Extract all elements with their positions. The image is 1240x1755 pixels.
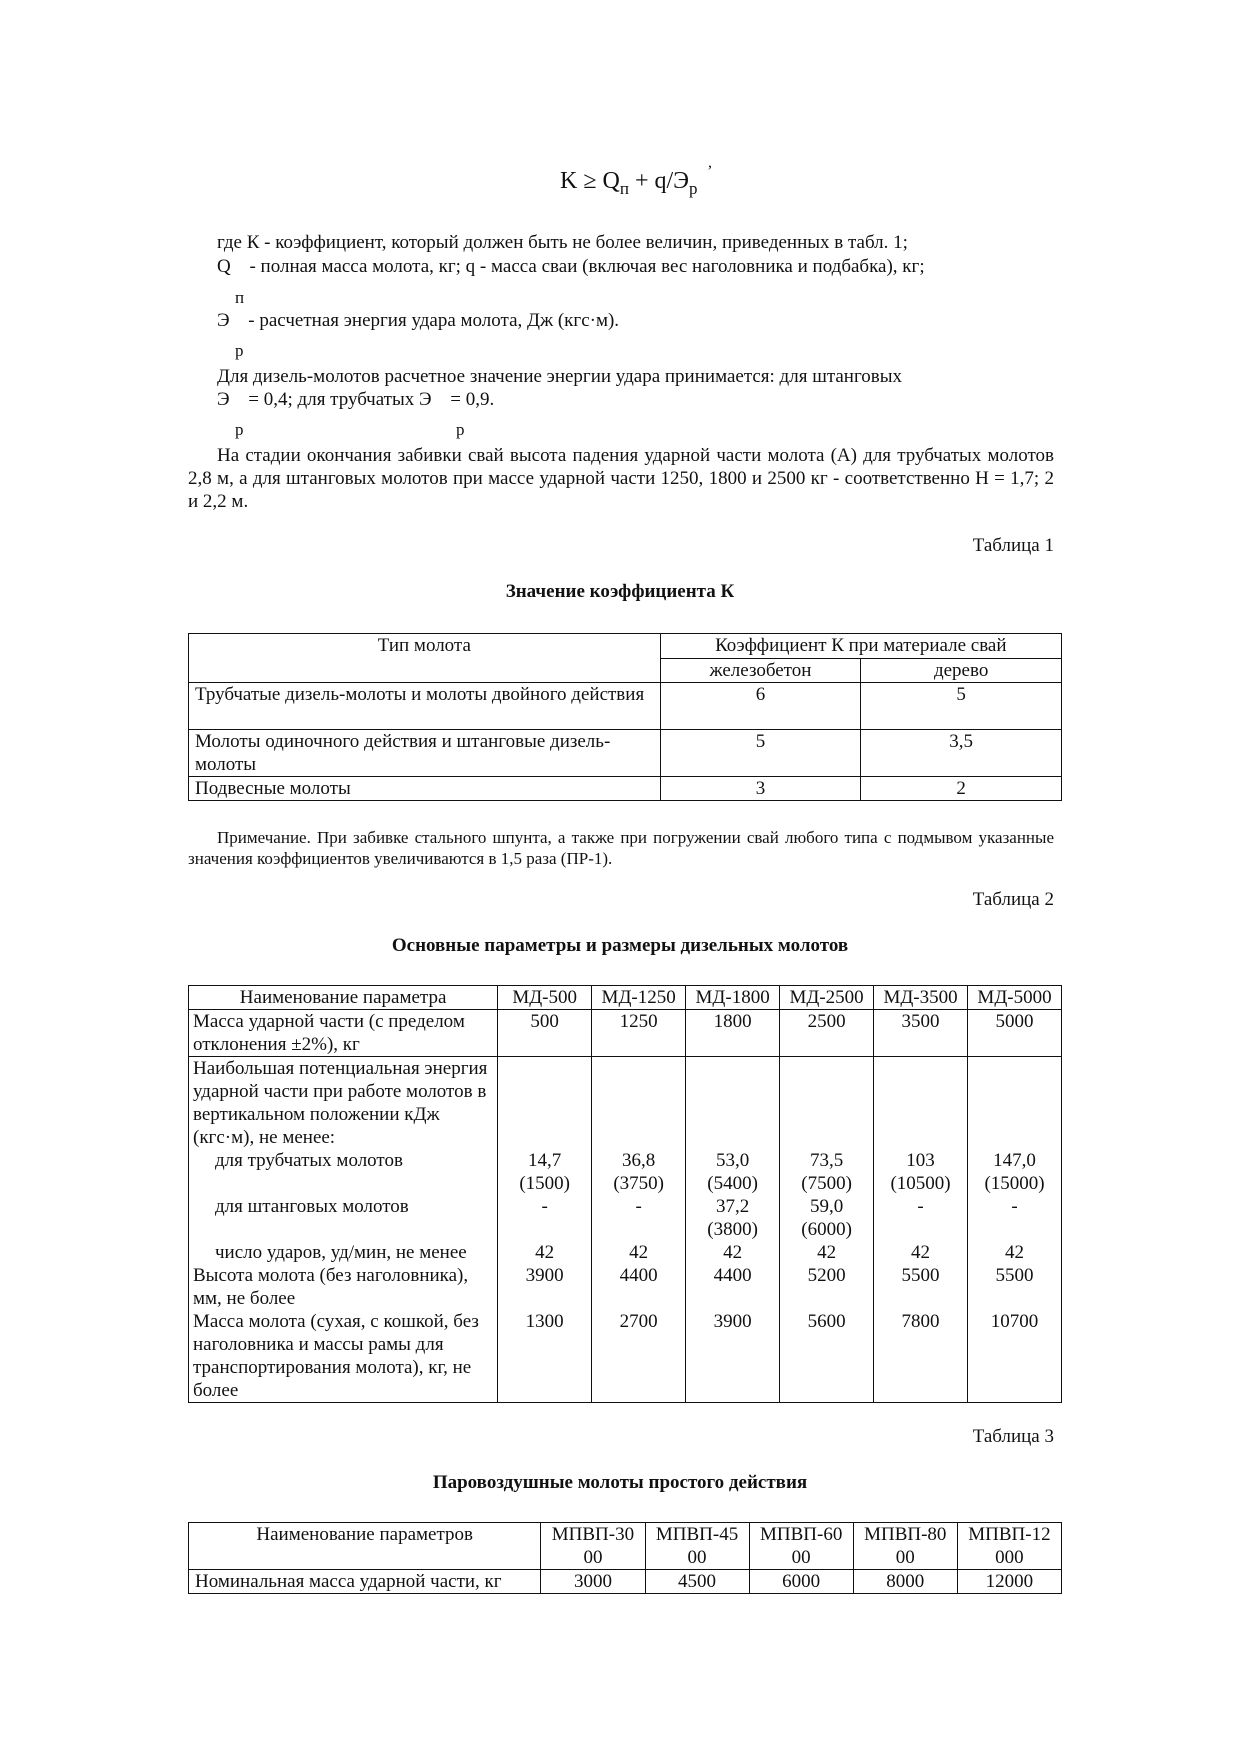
table2-blows-value: 42 <box>498 1241 592 1264</box>
table1-row-3-name: Подвесные молоты <box>189 777 661 801</box>
table2-total-value: 5600 <box>780 1310 874 1403</box>
table2-height-value: 5200 <box>780 1264 874 1310</box>
table1-row-3-rc: 3 <box>660 777 861 801</box>
table2-height-value: 5500 <box>968 1264 1062 1310</box>
table2-rod-label: для штанговых молотов <box>189 1195 498 1241</box>
table3-header-model: МПВП-3000 <box>541 1523 645 1570</box>
table-row <box>189 777 1062 801</box>
table1-row-2-wood: 3,5 <box>861 730 1062 777</box>
table1-row-1-rc: 6 <box>660 683 861 730</box>
table3-mass-value: 3000 <box>541 1570 645 1594</box>
table1-header-type: Тип молота <box>189 634 661 683</box>
table2-header-model: МД-500 <box>498 986 592 1010</box>
table2 <box>188 985 1062 1403</box>
table3-header-model: МПВП-12000 <box>957 1523 1061 1570</box>
table2-empty-cell <box>498 1057 592 1150</box>
table2-height-value: 3900 <box>498 1264 592 1310</box>
table-row <box>189 1195 1062 1241</box>
def-e-text: - расчетная энергия удара молота, Дж (кгс·м). <box>248 310 620 331</box>
table1-caption: Таблица 1 <box>972 535 1054 556</box>
def-line-2 <box>217 256 925 278</box>
table-row <box>189 1010 1062 1057</box>
table3-caption: Таблица 3 <box>972 1426 1054 1447</box>
formula-lhs: K ≥ Q <box>560 168 620 194</box>
table2-total-value: 2700 <box>592 1310 686 1403</box>
table2-tube-label: для трубчатых молотов <box>189 1149 498 1195</box>
def-line-1: где К - коэффициент, который должен быть не более величин, приведенных в табл. 1; <box>217 232 908 253</box>
def-e-tube-text: = 0,9. <box>450 389 495 410</box>
table1-note: Примечание. При забивке стального шпунта, а также при погружении свай любого типа с подмывом указанные значения коэффициентов увеличиваются в 1,5 раза (ПР-1). <box>188 828 1054 868</box>
table3-mass-value: 4500 <box>645 1570 749 1594</box>
table2-blows-label: число ударов, уд/мин, не менее <box>189 1241 498 1264</box>
def-q-subscript: п <box>235 288 245 307</box>
table2-mass-value: 5000 <box>968 1010 1062 1057</box>
table2-rod-value: - <box>874 1195 968 1241</box>
table2-header-model: МД-5000 <box>968 986 1062 1010</box>
table1-row-1-wood: 5 <box>861 683 1062 730</box>
table3 <box>188 1522 1062 1594</box>
table2-energy-label: Наибольшая потенциальная энергия ударной части при работе молотов в вертикальном положении кДж (кгс·м), не менее: <box>189 1057 498 1150</box>
table2-height-value: 4400 <box>686 1264 780 1310</box>
table2-tube-value: 147,0 (15000) <box>968 1149 1062 1195</box>
table2-blows-value: 42 <box>686 1241 780 1264</box>
table1-header-coef: Коэффициент К при материале свай <box>660 634 1061 659</box>
formula-sub-2: р <box>689 179 698 198</box>
table2-total-value: 1300 <box>498 1310 592 1403</box>
formula <box>560 154 712 198</box>
def-q-symbol: Q <box>217 256 231 277</box>
def-rod-subscript: р <box>235 420 244 439</box>
table3-mass-value: 8000 <box>853 1570 957 1594</box>
table2-empty-cell <box>592 1057 686 1150</box>
table2-empty-cell <box>780 1057 874 1150</box>
body-paragraph: На стадии окончания забивки свай высота падения ударной части молота (А) для трубчатых молотов 2,8 м, а для штанговых молотов при массе ударной части 1250, 1800 и 2500 кг - соответственно Н = 1,7; 2 и 2,2 м. <box>188 445 1054 512</box>
def-line-3 <box>217 310 619 332</box>
table2-total-label: Масса молота (сухая, с кошкой, без наголовника и массы рамы для транспортирования молота), кг, не более <box>189 1310 498 1403</box>
table2-empty-cell <box>968 1057 1062 1150</box>
table2-blows-value: 42 <box>968 1241 1062 1264</box>
table2-total-value: 10700 <box>968 1310 1062 1403</box>
table3-mass-value: 12000 <box>957 1570 1061 1594</box>
table2-tube-value: 73,5 (7500) <box>780 1149 874 1195</box>
table2-mass-value: 1800 <box>686 1010 780 1057</box>
formula-mid: + q/Э <box>628 168 689 194</box>
formula-comma: , <box>708 154 712 171</box>
table1-header-wood: дерево <box>861 659 1062 683</box>
table1-header-rc: железобетон <box>660 659 861 683</box>
def-q-text: - полная масса молота, кг; q - масса сваи (включая вес наголовника и подбабка), кг; <box>249 256 925 277</box>
table2-blows-value: 42 <box>592 1241 686 1264</box>
table-row <box>189 730 1062 777</box>
table2-header-model: МД-3500 <box>874 986 968 1010</box>
table1-row-3-wood: 2 <box>861 777 1062 801</box>
def-tube-subscript: р <box>456 420 465 439</box>
table2-blows-value: 42 <box>780 1241 874 1264</box>
table2-header-model: МД-1250 <box>592 986 686 1010</box>
table1 <box>188 633 1062 801</box>
table2-rod-value: - <box>592 1195 686 1241</box>
table2-mass-value: 2500 <box>780 1010 874 1057</box>
table2-mass-value: 500 <box>498 1010 592 1057</box>
table2-header-param: Наименование параметра <box>189 986 498 1010</box>
table2-total-value: 7800 <box>874 1310 968 1403</box>
table2-mass-value: 1250 <box>592 1010 686 1057</box>
table2-height-label: Высота молота (без наголовника), мм, не более <box>189 1264 498 1310</box>
table2-tube-value: 53,0 (5400) <box>686 1149 780 1195</box>
def-line-5 <box>217 389 494 411</box>
table-row <box>189 1241 1062 1264</box>
def-e-rod-symbol: Э <box>217 389 230 410</box>
table2-rod-value: 37,2 (3800) <box>686 1195 780 1241</box>
table2-empty-cell <box>874 1057 968 1150</box>
def-e-rod-text: = 0,4; для трубчатых Э <box>248 389 432 410</box>
table1-row-2-rc: 5 <box>660 730 861 777</box>
table2-rod-value: - <box>498 1195 592 1241</box>
table3-header-model: МПВП-6000 <box>749 1523 853 1570</box>
table2-mass-label: Масса ударной части (с пределом отклонения ±2%), кг <box>189 1010 498 1057</box>
table-row <box>189 683 1062 730</box>
table3-mass-value: 6000 <box>749 1570 853 1594</box>
table1-row-1-name: Трубчатые дизель-молоты и молоты двойного действия <box>189 683 661 730</box>
table2-height-value: 5500 <box>874 1264 968 1310</box>
table2-height-value: 4400 <box>592 1264 686 1310</box>
table2-caption: Таблица 2 <box>972 889 1054 910</box>
table2-rod-value: 59,0 (6000) <box>780 1195 874 1241</box>
table1-row-2-name: Молоты одиночного действия и штанговые дизель-молоты <box>189 730 661 777</box>
table2-rod-value: - <box>968 1195 1062 1241</box>
table2-tube-value: 14,7 (1500) <box>498 1149 592 1195</box>
table2-blows-value: 42 <box>874 1241 968 1264</box>
table3-header-param: Наименование параметров <box>189 1523 541 1570</box>
def-line-4: Для дизель-молотов расчетное значение энергии удара принимается: для штанговых <box>217 366 903 387</box>
table2-header-model: МД-1800 <box>686 986 780 1010</box>
table3-header-model: МПВП-4500 <box>645 1523 749 1570</box>
table-row <box>189 1057 1062 1150</box>
table1-title: Значение коэффициента К <box>505 581 735 602</box>
formula-sub-1: п <box>619 179 629 198</box>
def-e-subscript: р <box>235 341 244 360</box>
table-row <box>189 1310 1062 1403</box>
table3-mass-label: Номинальная масса ударной части, кг <box>189 1570 541 1594</box>
table2-empty-cell <box>686 1057 780 1150</box>
table-row <box>189 1570 1062 1594</box>
table-row <box>189 1149 1062 1195</box>
table2-total-value: 3900 <box>686 1310 780 1403</box>
table2-tube-value: 103 (10500) <box>874 1149 968 1195</box>
table2-tube-value: 36,8 (3750) <box>592 1149 686 1195</box>
table2-title: Основные параметры и размеры дизельных молотов <box>391 935 849 956</box>
table2-mass-value: 3500 <box>874 1010 968 1057</box>
table2-header-model: МД-2500 <box>780 986 874 1010</box>
table3-title: Паровоздушные молоты простого действия <box>432 1472 808 1493</box>
table-row <box>189 1264 1062 1310</box>
table3-header-model: МПВП-8000 <box>853 1523 957 1570</box>
def-e-symbol: Э <box>217 310 230 331</box>
